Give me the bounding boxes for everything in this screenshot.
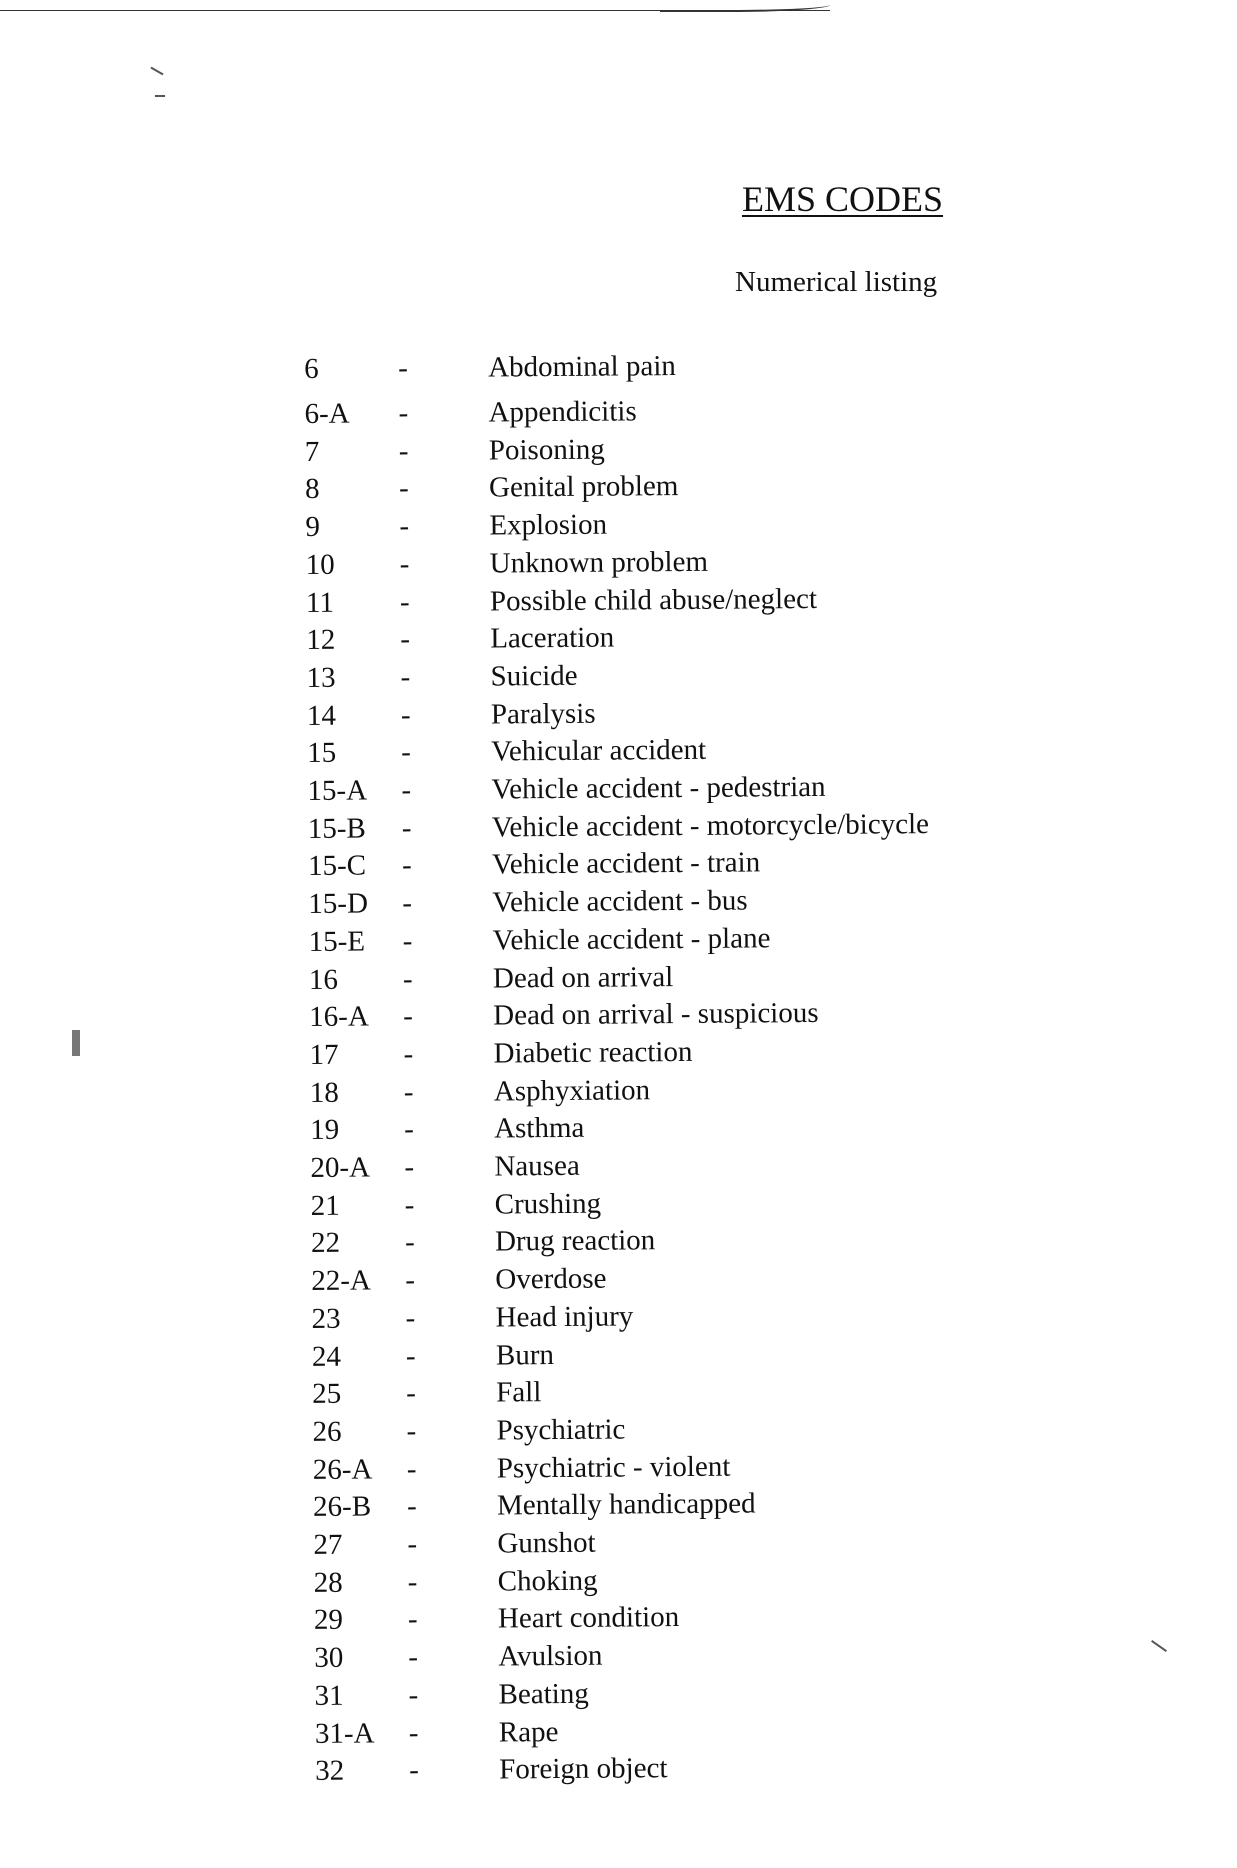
code-description: Vehicular accident — [491, 734, 707, 768]
code-separator: - — [408, 1641, 419, 1674]
code-description: Avulsion — [498, 1639, 603, 1673]
code-code: 15-C — [307, 849, 367, 883]
code-separator: - — [404, 1151, 415, 1184]
code-code: 15-D — [308, 887, 369, 921]
code-description: Crushing — [494, 1187, 602, 1221]
code-description: Burn — [495, 1338, 555, 1371]
code-code: 26-B — [312, 1490, 372, 1524]
code-description: Dead on arrival — [492, 960, 674, 995]
code-separator: - — [399, 585, 410, 618]
code-description: Vehicle accident - plane — [492, 922, 771, 957]
code-description: Foreign object — [499, 1752, 668, 1786]
code-separator: - — [409, 1754, 419, 1787]
code-description: Gunshot — [497, 1526, 596, 1560]
code-code: 18 — [309, 1076, 339, 1109]
code-code: 13 — [306, 661, 336, 694]
code-description: Vehicle accident - pedestrian — [491, 770, 826, 806]
code-separator: - — [398, 397, 409, 430]
code-separator: - — [403, 1075, 414, 1108]
code-code: 21 — [310, 1189, 340, 1222]
code-code: 15-E — [308, 925, 366, 958]
code-separator: - — [403, 1113, 414, 1146]
code-description: Laceration — [490, 621, 615, 655]
code-code: 25 — [312, 1377, 342, 1411]
code-description: Vehicle accident - bus — [492, 884, 748, 919]
code-separator: - — [406, 1490, 417, 1523]
code-description: Poisoning — [488, 433, 605, 467]
code-separator: - — [407, 1528, 418, 1561]
code-description: Suicide — [490, 659, 578, 693]
code-code: 22-A — [311, 1264, 372, 1298]
code-code: 14 — [306, 699, 336, 732]
code-separator: - — [400, 661, 411, 694]
code-description: Dead on arrival - suspicious — [493, 997, 819, 1032]
code-code: 22 — [310, 1227, 341, 1260]
code-description: Diabetic reaction — [493, 1035, 693, 1070]
code-code: 8 — [304, 473, 320, 506]
scan-speck — [155, 95, 165, 97]
code-separator: - — [399, 547, 410, 581]
code-code: 15-B — [307, 812, 366, 845]
code-code: 9 — [305, 510, 321, 544]
code-separator: - — [406, 1452, 417, 1485]
code-separator: - — [406, 1415, 417, 1448]
code-separator: - — [399, 510, 410, 543]
scan-speck — [1151, 1640, 1167, 1652]
code-description: Possible child abuse/neglect — [489, 582, 818, 618]
code-separator: - — [401, 736, 411, 769]
code-separator: - — [407, 1565, 418, 1598]
code-code: 26 — [312, 1415, 342, 1448]
code-code: 26-A — [312, 1453, 373, 1486]
code-description: Beating — [498, 1677, 589, 1711]
code-description: Choking — [497, 1564, 598, 1598]
code-description: Mentally handicapped — [496, 1487, 756, 1522]
code-separator: - — [401, 774, 412, 807]
code-description: Rape — [498, 1715, 559, 1748]
code-separator: - — [402, 962, 413, 995]
code-code: 30 — [314, 1641, 344, 1675]
code-description: Abdominal pain — [488, 350, 676, 384]
code-separator: - — [408, 1678, 419, 1711]
code-separator: - — [400, 623, 411, 656]
code-description: Unknown problem — [489, 545, 709, 580]
code-separator: - — [404, 1188, 415, 1221]
code-code: 15-A — [307, 774, 368, 807]
code-code: 16 — [308, 963, 339, 996]
code-description: Appendicitis — [488, 395, 637, 429]
code-code: 32 — [315, 1754, 345, 1788]
code-code: 12 — [306, 623, 336, 657]
code-description: Drug reaction — [494, 1224, 656, 1258]
code-separator: - — [402, 924, 413, 958]
code-separator: - — [398, 472, 409, 505]
code-code: 11 — [305, 586, 335, 619]
code-description: Vehicle accident - train — [491, 846, 761, 881]
code-description: Asthma — [493, 1112, 585, 1145]
code-description: Asphyxiation — [493, 1073, 651, 1108]
code-description: Nausea — [494, 1149, 580, 1183]
page-subtitle: Numerical listing — [735, 266, 938, 298]
code-code: 28 — [313, 1566, 343, 1599]
code-description: Head injury — [495, 1300, 634, 1334]
code-separator: - — [403, 1038, 414, 1071]
scan-speck — [150, 67, 163, 76]
code-code: 24 — [311, 1340, 342, 1373]
code-description: Psychiatric — [496, 1413, 626, 1447]
code-description: Explosion — [489, 508, 608, 542]
code-description: Paralysis — [490, 697, 596, 731]
code-code: 7 — [304, 435, 320, 468]
code-separator: - — [403, 1000, 414, 1033]
code-separator: - — [401, 849, 412, 882]
code-code: 6-A — [304, 397, 350, 430]
code-code: 23 — [311, 1302, 341, 1335]
code-code: 27 — [313, 1528, 343, 1561]
code-separator: - — [405, 1264, 416, 1297]
code-description: Vehicle accident - motorcycle/bicycle — [491, 807, 930, 844]
code-separator: - — [406, 1377, 416, 1410]
code-description: Fall — [496, 1376, 542, 1409]
code-code: 31 — [314, 1679, 344, 1712]
code-separator: - — [398, 434, 409, 467]
scan-speck — [72, 1030, 80, 1056]
code-description: Heart condition — [497, 1601, 680, 1635]
code-code: 29 — [313, 1604, 344, 1637]
code-code: 10 — [305, 548, 335, 581]
code-description: Genital problem — [488, 470, 679, 504]
code-code: 6 — [304, 352, 319, 385]
code-code: 31-A — [314, 1716, 375, 1750]
code-separator: - — [405, 1301, 416, 1334]
code-code: 16-A — [309, 1000, 369, 1034]
code-separator: - — [398, 352, 408, 385]
code-separator: - — [405, 1339, 416, 1372]
code-separator: - — [400, 698, 411, 731]
code-separator: - — [404, 1226, 415, 1259]
page-title: EMS CODES — [742, 179, 944, 219]
code-code: 20-A — [310, 1151, 371, 1184]
code-code: 17 — [309, 1038, 339, 1071]
code-separator: - — [408, 1716, 419, 1749]
code-code: 19 — [310, 1114, 340, 1147]
code-description: Psychiatric - violent — [496, 1450, 731, 1485]
code-separator: - — [401, 811, 412, 844]
code-code: 15 — [307, 737, 337, 770]
code-separator: - — [407, 1603, 418, 1636]
code-separator: - — [402, 887, 413, 920]
code-description: Overdose — [495, 1262, 607, 1296]
